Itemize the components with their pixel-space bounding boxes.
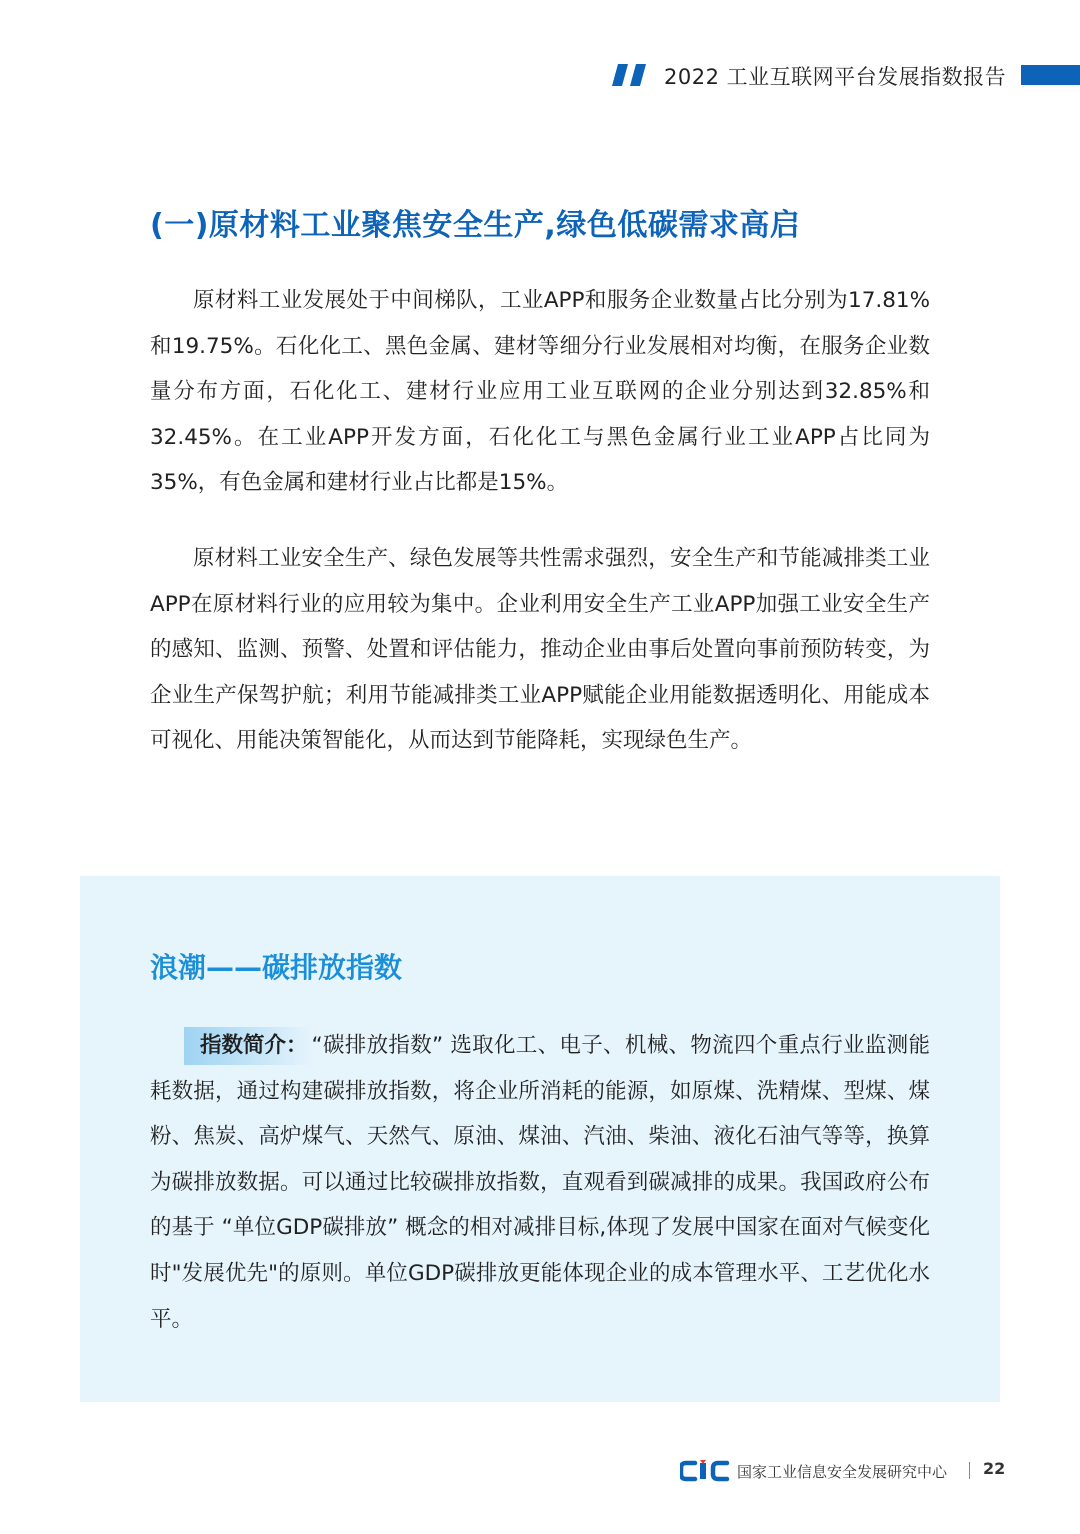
body-paragraph-1: 原材料工业发展处于中间梯队，工业APP和服务企业数量占比分别为17.81%和19.75%。石化化工、黑色金属、建材等细分行业发展相对均衡，在服务企业数量分布方面，石化化工、建材行业应用工业互联网的企业分别达到32.85%和32.45%。在工业APP开发方面，石化化工与黑色金属行业工业APP占比同为35%，有色金属和建材行业占比都是15%。 xyxy=(150,288,930,496)
page-header xyxy=(0,58,1080,92)
double-slash-icon xyxy=(612,64,652,86)
organization-name: 国家工业信息安全发展研究中心 xyxy=(737,1463,948,1481)
page-footer xyxy=(0,1456,1080,1486)
body-paragraph-2: 原材料工业安全生产、绿色发展等共性需求强烈，安全生产和节能减排类工业APP在原材料行业的应用较为集中。企业利用安全生产工业APP加强工业安全生产的感知、监测、预警、处置和评估能力，推动企业由事后处置向事前预防转变，为企业生产保驾护航；利用节能减排类工业APP赋能企业用能数据透明化、用能成本可视化、用能决策智能化，从而达到节能降耗，实现绿色生产。 xyxy=(150,546,930,754)
intro-body: “碳排放指数” 选取化工、电子、机械、物流四个重点行业监测能耗数据，通过构建碳排放指数，将企业所消耗的能源，如原煤、洗精煤、型煤、煤粉、焦炭、高炉煤气、天然气、原油、煤油、汽油、柴油、液化石油气等等，换算为碳排放数据。可以通过比较碳排放指数，直观看到碳减排的成果。我国政府公布的基于 “单位GDP碳排放” 概念的相对减排目标,体现了发展中国家在面对气候变化时"发展优先"的原则。单位GDP碳排放更能体现企业的成本管理水平、工艺优化水平。 xyxy=(150,1033,930,1332)
intro-label: 指数简介： xyxy=(184,1027,312,1065)
page-number: 22 xyxy=(983,1459,1006,1478)
report-title: 2022 工业互联网平台发展指数报告 xyxy=(664,65,1007,89)
section-heading: (一)原材料工业聚焦安全生产,绿色低碳需求高启 xyxy=(150,208,801,243)
callout-title: 浪潮——碳排放指数 xyxy=(150,951,403,984)
footer-divider xyxy=(969,1462,970,1479)
callout-text xyxy=(150,1023,930,1342)
cic-logo-icon xyxy=(680,1458,730,1484)
header-accent-bar xyxy=(1021,65,1080,85)
callout-box xyxy=(80,876,1000,1402)
